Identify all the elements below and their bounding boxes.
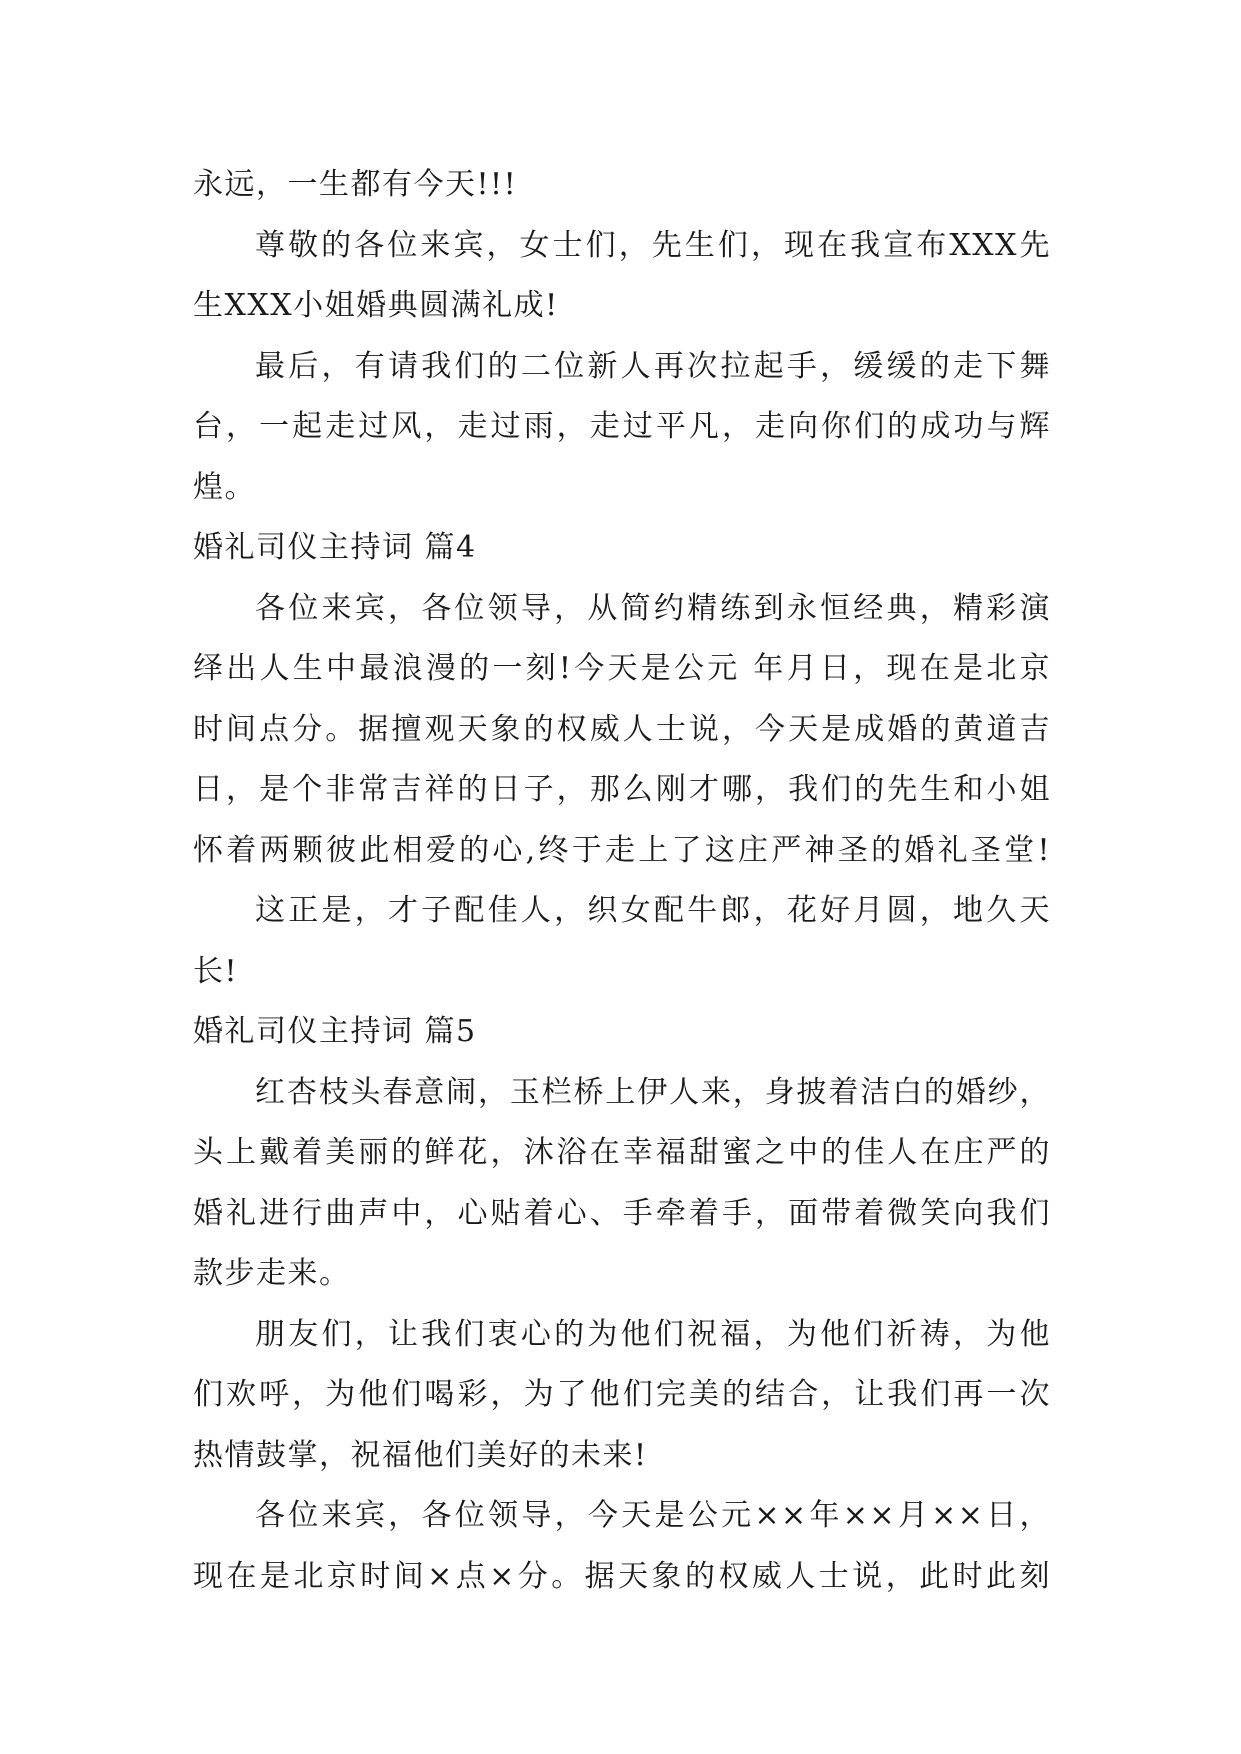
text-line: 最后，有请我们的二位新人再次拉起手，缓缓的走下舞 — [255, 348, 1051, 384]
text-line: 尊敬的各位来宾，女士们，先生们，现在我宣布XXX先 — [255, 227, 1051, 263]
section-heading: 婚礼司仪主持词 篇4 — [193, 530, 477, 565]
text-line: 日，是个非常吉祥的日子，那么刚才哪，我们的先生和小姐 — [193, 772, 1051, 807]
text-line: 长! — [193, 953, 239, 989]
text-line: 各位来宾，各位领导，今天是公元××年××月××日， — [255, 1498, 1051, 1533]
text-line: 绎出人生中最浪漫的一刻!今天是公元 年月日，现在是北京 — [193, 651, 1051, 686]
text-line: 煌。 — [193, 469, 256, 505]
text-line: 朋友们，让我们衷心的为他们祝福，为他们祈祷，为他 — [255, 1316, 1051, 1352]
text-line: 们欢呼，为他们喝彩，为了他们完美的结合，让我们再一次 — [193, 1377, 1051, 1412]
text-line: 怀着两颗彼此相爱的心,终于走上了这庄严神圣的婚礼圣堂! — [193, 832, 1051, 868]
text-line: 时间点分。据擅观天象的权威人士说，今天是成婚的黄道吉 — [193, 711, 1051, 747]
document-body — [193, 155, 1051, 1607]
text-line: 生XXX小姐婚典圆满礼成! — [193, 288, 559, 323]
text-line: 永远，一生都有今天!!! — [193, 167, 518, 202]
text-line: 热情鼓掌，祝福他们美好的未来! — [193, 1437, 648, 1473]
section-heading: 婚礼司仪主持词 篇5 — [193, 1014, 477, 1049]
text-line: 现在是北京时间×点×分。据天象的权威人士说，此时此刻 — [193, 1558, 1051, 1594]
text-line: 台，一起走过风，走过雨，走过平凡，走向你们的成功与辉 — [193, 409, 1051, 444]
text-line: 这正是，才子配佳人，织女配牛郎，花好月圆，地久天 — [255, 893, 1051, 928]
text-line: 婚礼进行曲声中，心贴着心、手牵着手，面带着微笑向我们 — [193, 1195, 1051, 1231]
text-line: 头上戴着美丽的鲜花，沐浴在幸福甜蜜之中的佳人在庄严的 — [193, 1135, 1051, 1170]
text-line: 红杏枝头春意闹，玉栏桥上伊人来，身披着洁白的婚纱， — [255, 1074, 1051, 1110]
text-line: 各位来宾，各位领导，从简约精练到永恒经典，精彩演 — [255, 590, 1051, 626]
text-line: 款步走来。 — [193, 1256, 351, 1291]
